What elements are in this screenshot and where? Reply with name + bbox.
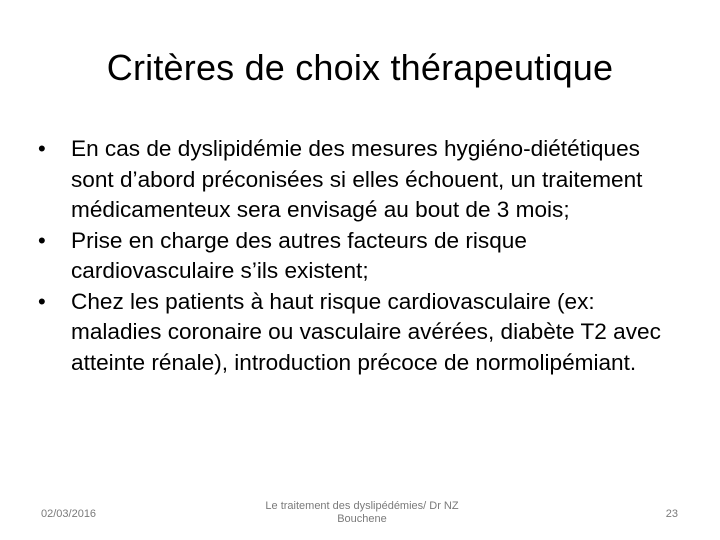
slide-page-number: 23 (665, 508, 678, 520)
bullet-text: Chez les patients à haut risque cardiovasculaire (ex: maladies coronaire ou vasculaire avérées, diabète T2 avec atteinte rénale), introduction précoce de normolipémiant. (71, 288, 661, 375)
footer-center-line-1: Le traitement des dyslipédémies/ Dr NZ (265, 500, 459, 512)
bullet-item-2 (38, 226, 670, 287)
bullet-icon: • (38, 288, 46, 314)
footer-center-text (240, 500, 484, 526)
bullet-item-1 (38, 134, 670, 226)
bullet-text: En cas de dyslipidémie des mesures hygiéno-diététiques sont d’abord préconisées si elles échouent, un traitement médicamenteux sera envisagé au bout de 3 mois; (71, 136, 643, 222)
bullet-icon: • (38, 227, 46, 253)
slide-title: Critères de choix thérapeutique (106, 47, 614, 88)
bullet-text: Prise en charge des autres facteurs de risque cardiovasculaire s’ils existent; (71, 227, 527, 283)
bullet-icon: • (38, 136, 46, 161)
footer-date: 02/03/2016 (41, 508, 97, 520)
bullet-item-3 (38, 287, 670, 379)
footer-center-line-2: Bouchene (337, 513, 387, 525)
bullet-list (38, 134, 670, 378)
